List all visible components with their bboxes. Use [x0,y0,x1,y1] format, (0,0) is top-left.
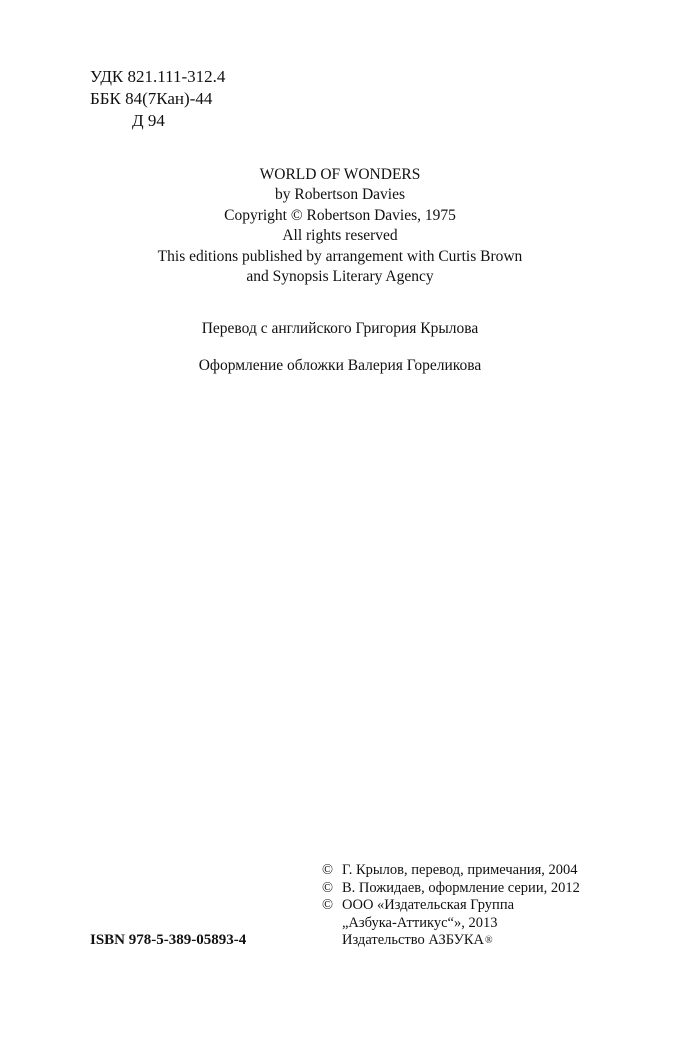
copyright-symbol: © [322,897,334,913]
copyright-notice-continuation [322,915,580,933]
udk-code: УДК 821.111-312.4 [90,67,226,86]
rights-block [0,165,680,287]
copyright-notice [322,862,580,880]
copyright-symbol: © [322,879,334,896]
publisher-name: Издательство АЗБУКА [342,932,484,948]
copyright-symbol: © [322,862,334,878]
author-mark: Д 94 [132,111,165,130]
copyright-notice-text: ООО «Издательская Группа [342,897,515,913]
copyright-notice-text: В. Пожидаев, оформление серии, 2012 [342,879,580,896]
bbk-code: ББК 84(7Кан)-44 [90,89,213,108]
cover-design-credit: Оформление обложки Валерия Гореликова [198,357,482,374]
original-title: WORLD OF WONDERS [259,166,421,183]
rights-reserved: All rights reserved [282,227,398,245]
publisher-imprint [322,932,580,950]
copyright-notices [322,862,580,950]
copyright-notice [322,897,580,915]
copyright-notice [322,880,580,898]
registered-mark: ® [485,935,493,946]
copyright-notice-text: „Азбука-Аттикус“», 2013 [342,914,498,931]
translator-credit: Перевод с английского Григория Крылова [201,320,479,337]
classification-block [90,66,225,132]
isbn: ISBN 978-5-389-05893-4 [90,932,247,948]
copyright-line: Copyright © Robertson Davies, 1975 [224,206,456,224]
arrangement-line-1: This editions published by arrangement with Curtis Brown [157,247,523,265]
arrangement-line-2: and Synopsis Literary Agency [246,268,434,286]
copyright-notice-text: Г. Крылов, перевод, примечания, 2004 [342,862,578,878]
original-author: by Robertson Davies [274,186,405,204]
